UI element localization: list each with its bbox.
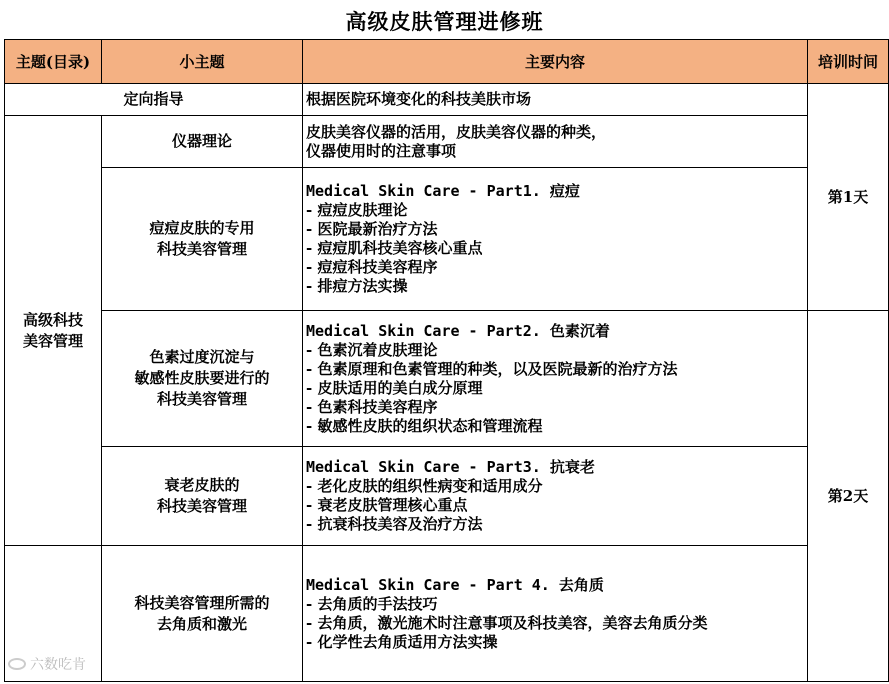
- list-item: - 敏感性皮肤的组织状态和管理流程: [306, 416, 543, 435]
- header-content: 主要内容: [303, 40, 808, 84]
- header-row: [5, 40, 889, 84]
- list-item: - 抗衰科技美容及治疗方法: [306, 515, 483, 533]
- exfoliation-head: Medical Skin Care - Part 4. 去角质: [306, 575, 604, 594]
- section-row: [5, 447, 889, 546]
- aging-head: Medical Skin Care - Part3. 抗衰老: [306, 458, 595, 476]
- subtopic-instrument: 仪器理论: [102, 116, 303, 168]
- header-subtopic: 小主题: [102, 40, 303, 84]
- header-time: 培训时间: [808, 40, 889, 84]
- page-title: 高级皮肤管理进修班: [345, 9, 544, 34]
- orientation-row: [5, 84, 889, 116]
- section-row: [5, 546, 889, 682]
- course-table: [4, 39, 889, 682]
- list-item: - 色素科技美容程序: [306, 397, 438, 416]
- list-item: - 痘痘科技美容程序: [306, 258, 438, 276]
- orientation-content: 根据医院环境变化的科技美肤市场: [303, 84, 808, 116]
- main-topic: 高级科技 美容管理: [5, 116, 102, 546]
- header-topic: 主题(目录): [5, 40, 102, 84]
- day-1: 第1天: [808, 84, 889, 311]
- list-item: - 化学性去角质适用方法实操: [306, 632, 498, 651]
- subtopic-pigment: 色素过度沉淀与 敏感性皮肤要进行的 科技美容管理: [102, 311, 303, 447]
- subtopic-exfoliation: 科技美容管理所需的 去角质和激光: [102, 546, 303, 682]
- list-item: - 衰老皮肤管理核心重点: [306, 496, 468, 514]
- orientation-label: 定向指导: [5, 84, 303, 116]
- aging-content: [303, 447, 808, 546]
- day-2: 第2天: [808, 311, 889, 682]
- list-item: - 去角质，激光施术时注意事项及科技美容，美容去角质分类: [306, 613, 708, 632]
- list-item: - 排痘方法实操: [306, 277, 408, 295]
- exfoliation-content: [303, 546, 808, 682]
- acne-content: [303, 168, 808, 311]
- list-item: - 皮肤适用的美白成分原理: [306, 378, 483, 397]
- pigment-head: Medical Skin Care - Part2. 色素沉着: [306, 321, 610, 340]
- subtopic-aging: 衰老皮肤的 科技美容管理: [102, 447, 303, 546]
- watermark-text: 六数吃肯: [30, 657, 86, 673]
- watermark: [8, 654, 86, 674]
- section-row: [5, 116, 889, 168]
- list-item: - 老化皮肤的组织性病变和适用成分: [306, 477, 543, 495]
- section-row: [5, 311, 889, 447]
- watermark-logo-icon: [8, 658, 26, 670]
- list-item: - 痘痘肌科技美容核心重点: [306, 239, 483, 257]
- pigment-content: [303, 311, 808, 447]
- instrument-content: 皮肤美容仪器的活用，皮肤美容仪器的种类， 仪器使用时的注意事项: [303, 116, 808, 168]
- list-item: - 痘痘皮肤理论: [306, 201, 408, 219]
- list-item: - 去角质的手法技巧: [306, 594, 438, 613]
- acne-head: Medical Skin Care - Part1. 痘痘: [306, 182, 580, 200]
- section-row: [5, 168, 889, 311]
- list-item: - 色素原理和色素管理的种类，以及医院最新的治疗方法: [306, 359, 678, 378]
- list-item: - 医院最新治疗方法: [306, 220, 438, 238]
- subtopic-acne: 痘痘皮肤的专用 科技美容管理: [102, 168, 303, 311]
- list-item: - 色素沉着皮肤理论: [306, 340, 438, 359]
